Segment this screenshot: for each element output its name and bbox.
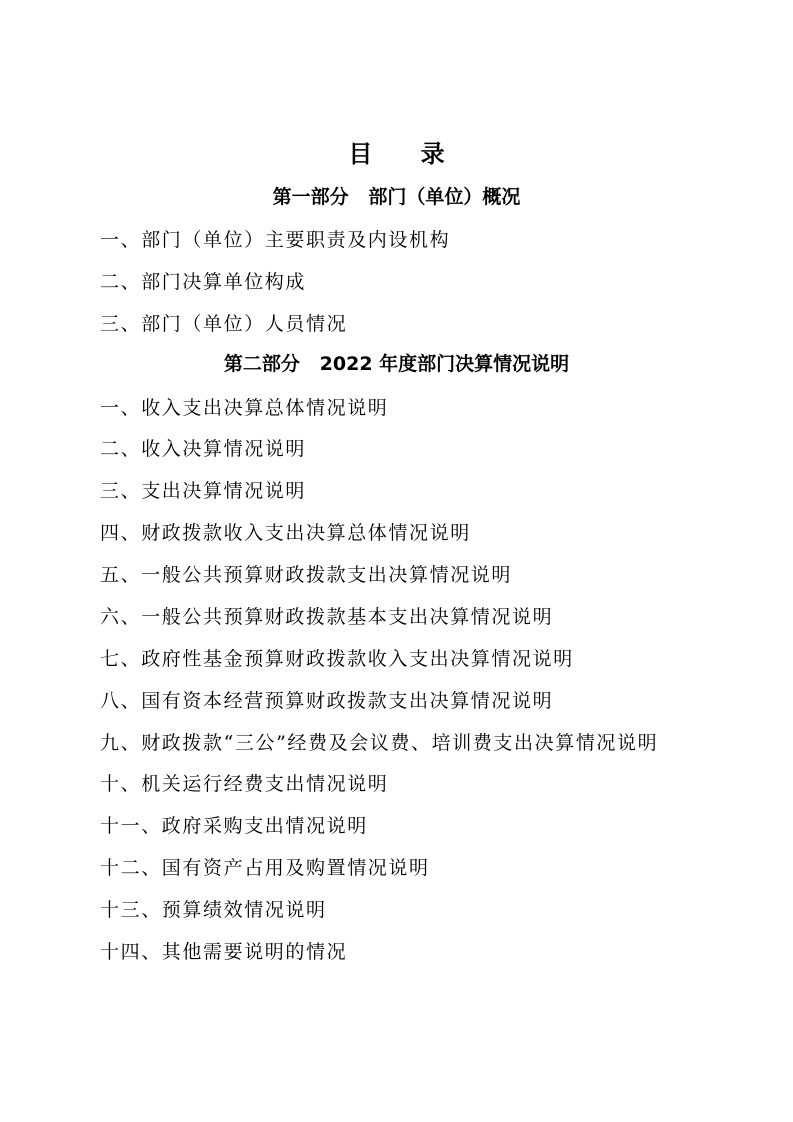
toc-item-part1-1[interactable]: 一、部门（单位）主要职责及内设机构 (100, 229, 451, 251)
toc-item-part2-14[interactable]: 十四、其他需要说明的情况 (100, 941, 348, 963)
toc-item-part2-5[interactable]: 五、一般公共预算财政拨款支出决算情况说明 (100, 564, 513, 586)
toc-item-part1-2[interactable]: 二、部门决算单位构成 (100, 271, 307, 293)
part2-heading: 第二部分 2022 年度部门决算情况说明 (223, 353, 570, 375)
toc-item-part2-8[interactable]: 八、国有资本经营预算财政拨款支出决算情况说明 (100, 690, 554, 712)
toc-item-part2-2[interactable]: 二、收入决算情况说明 (100, 438, 307, 460)
toc-item-part2-12[interactable]: 十二、国有资产占用及购置情况说明 (100, 857, 430, 879)
page-title: 目 录 (348, 140, 465, 168)
toc-item-part2-13[interactable]: 十三、预算绩效情况说明 (100, 899, 327, 921)
toc-item-part2-6[interactable]: 六、一般公共预算财政拨款基本支出决算情况说明 (100, 606, 554, 628)
toc-item-part2-7[interactable]: 七、政府性基金预算财政拨款收入支出决算情况说明 (100, 648, 574, 670)
toc-item-part2-10[interactable]: 十、机关运行经费支出情况说明 (100, 773, 389, 795)
toc-item-part2-4[interactable]: 四、财政拨款收入支出决算总体情况说明 (100, 522, 471, 544)
part1-heading: 第一部分 部门（单位）概况 (272, 186, 521, 208)
toc-item-part1-3[interactable]: 三、部门（单位）人员情况 (100, 313, 348, 335)
toc-item-part2-3[interactable]: 三、支出决算情况说明 (100, 480, 307, 502)
toc-item-part2-9[interactable]: 九、财政拨款“三公”经费及会议费、培训费支出决算情况说明 (100, 732, 659, 754)
toc-item-part2-1[interactable]: 一、收入支出决算总体情况说明 (100, 397, 389, 419)
toc-item-part2-11[interactable]: 十一、政府采购支出情况说明 (100, 815, 368, 837)
